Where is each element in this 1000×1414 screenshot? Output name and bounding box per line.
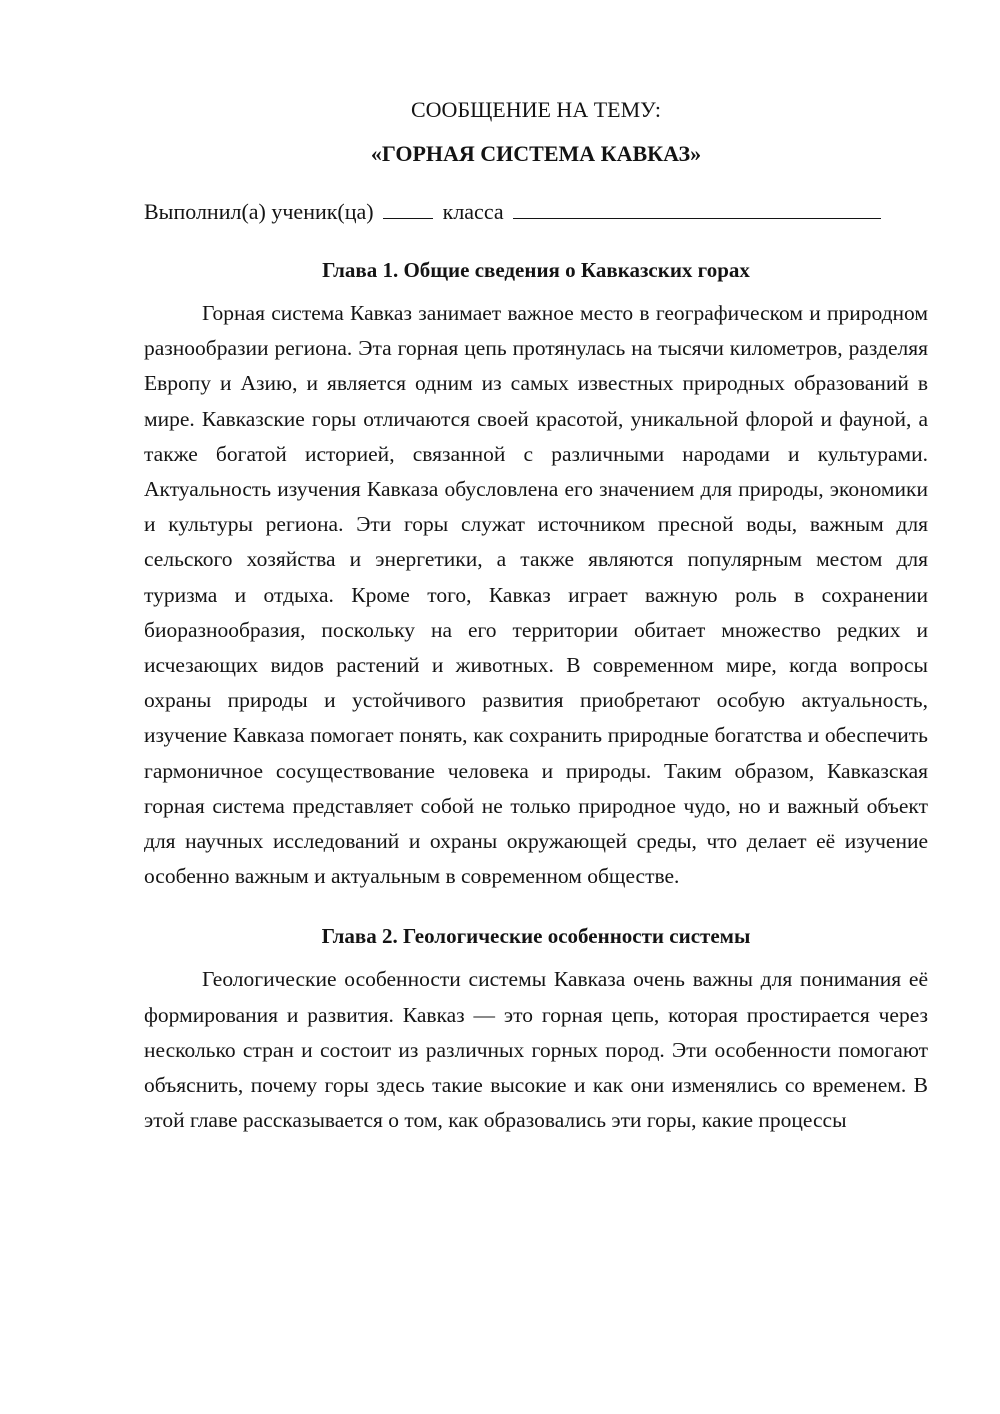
document-page [144, 90, 928, 1138]
chapter-1-paragraph: Горная система Кавказ занимает важное место в географическом и природном разнообразии региона. Эта горная цепь протянулась на тысячи километров, разделяя Европу и Азию, и является одним из самых известных природных образований в мире. Кавказские горы отличаются своей красотой, уникальной флорой и фауной, а также богатой историей, связанной с различными народами и культурами. Актуальность изучения Кавказа обусловлена его значением для природы, экономики и культуры региона. Эти горы служат источником пресной воды, важным для сельского хозяйства и энергетики, а также являются популярным местом для туризма и отдыха. Кроме того, Кавказ играет важную роль в сохранении биоразнообразия, поскольку на его территории обитает множество редких и исчезающих видов растений и животных. В современном мире, когда вопросы охраны природы и устойчивого развития приобретают особую актуальность, изучение Кавказа помогает понять, как сохранить природные богатства и обеспечить гармоничное сосуществование человека и природы. Таким образом, Кавказская горная система представляет собой не только природное чудо, но и важный объект для научных исследований и охраны окружающей среды, что делает её изучение особенно важным и актуальным в современном обществе. [144, 301, 928, 889]
name-blank [513, 200, 881, 219]
document-title-line1: СООБЩЕНИЕ НА ТЕМУ: [411, 97, 661, 122]
chapter-1-heading: Глава 1. Общие сведения о Кавказских горах [322, 258, 750, 282]
chapter-2-paragraph: Геологические особенности системы Кавказа очень важны для понимания её формирования и развития. Кавказ — это горная цепь, которая простирается через несколько стран и состоит из различных горных пород. Эти особенности помогают объяснить, почему горы здесь такие высокие и как они изменялись со временем. В этой главе рассказывается о том, как образовались эти горы, какие процессы [144, 967, 928, 1133]
author-class-label: класса [442, 199, 504, 224]
author-line [144, 192, 928, 232]
grade-blank [383, 200, 433, 219]
author-prefix: Выполнил(а) ученик(ца) [144, 199, 374, 224]
chapter-2-heading: Глава 2. Геологические особенности системы [321, 924, 751, 949]
document-title-line2: «ГОРНАЯ СИСТЕМА КАВКАЗ» [370, 141, 702, 166]
